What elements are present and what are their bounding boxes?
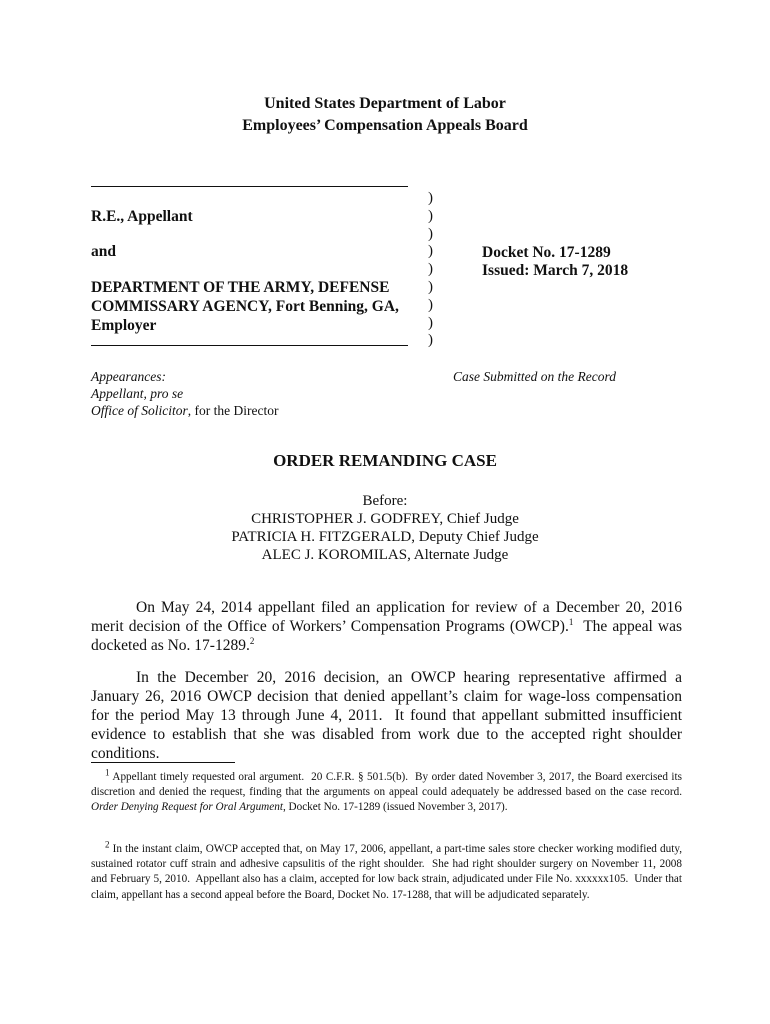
board-title: Employees’ Compensation Appeals Board <box>242 117 528 134</box>
case-submitted-note: Case Submitted on the Record <box>453 369 616 384</box>
docket-number: Docket No. 17-1289 <box>482 244 611 261</box>
appellant-name: R.E., Appellant <box>91 208 193 225</box>
footnote-1 <box>91 767 688 816</box>
director-representation <box>91 402 278 419</box>
judge-3: ALEC J. KOROMILAS, Alternate Judge <box>261 547 509 563</box>
paragraph-2: In the December 20, 2016 decision, an OWCP hearing representative affirmed a January 26, 2016 OWCP decision that denied appellant’s claim for wage-loss compensation for the period May 13 through June 4, 2011. It found that appellant submitted insufficient evidence to establish that she was disabled from work due to the accepted right shoulder conditions. <box>91 669 686 762</box>
paragraph-1-text: On May 24, 2014 appellant filed an application for review of a December 20, 2016 merit decision of the Office of Workers’ Compensation Programs (OWCP). <box>91 599 682 635</box>
appearances-block <box>91 368 278 419</box>
footnote-2-text: In the instant claim, OWCP accepted that, on May 17, 2006, appellant, a part-time sales store checker working modified duty, sustained rotator cuff strain and adhesive capsulitis of the right shoulder. She had right shoulder surgery on November 11, 2008 and February 5, 2010. Appellant also has a claim, accepted for low back strain, adjudicated under File No. xxxxxx105. Under that claim, appellant has a second appeal before the Board, Docket No. 17-1288, that will be adjudicated separately. <box>91 843 685 901</box>
footnote-separator <box>91 762 235 763</box>
employer-name <box>91 278 421 335</box>
judge-1: CHRISTOPHER J. GODFREY, Chief Judge <box>251 511 519 527</box>
footnote-1-number: 1 <box>105 767 110 778</box>
issued-date: Issued: March 7, 2018 <box>482 262 629 279</box>
caption-top-rule <box>91 186 408 187</box>
judge-2: PATRICIA H. FITZGERALD, Deputy Chief Judge <box>231 529 539 545</box>
footnote-1-text: Appellant timely requested oral argument. 20 C.F.R. § 501.5(b). By order dated November 3, 2017, the Board exercised its discretion and denied the request, finding that the arguments on appeal could adequately be addressed based on the case record. <box>91 771 688 799</box>
footnote-2-number: 2 <box>105 839 110 850</box>
employer-line-3: Employer <box>91 317 157 334</box>
employer-line-2: COMMISSARY AGENCY, Fort Benning, GA, <box>91 298 399 315</box>
footnote-1-order-title: Order Denying Request for Oral Argument <box>91 801 283 814</box>
employer-line-1: DEPARTMENT OF THE ARMY, DEFENSE <box>91 279 390 296</box>
footnote-1-text-b: , Docket No. 17-1289 (issued November 3, 2017). <box>282 801 508 814</box>
solicitor-office: Office of Solicitor <box>91 403 188 418</box>
paragraph-1 <box>91 598 686 655</box>
footnote-2 <box>91 839 685 903</box>
paragraph-1-text-b: The appeal was docketed as No. 17-1289. <box>91 618 686 654</box>
caption-parentheses: ) ) ) ) ) ) ) ) ) <box>428 190 433 349</box>
panel-before-label: Before: <box>362 493 408 509</box>
agency-title: United States Department of Labor <box>264 95 506 112</box>
appellant-representation: Appellant, pro se <box>91 386 184 401</box>
footnote-ref-2: 2 <box>249 635 255 646</box>
appearances-label: Appearances: <box>91 369 166 384</box>
order-title: ORDER REMANDING CASE <box>273 451 497 470</box>
caption-and: and <box>91 243 116 260</box>
caption-bottom-rule <box>91 345 408 346</box>
solicitor-role: , for the Director <box>187 403 279 418</box>
footnote-ref-1: 1 <box>568 616 574 627</box>
